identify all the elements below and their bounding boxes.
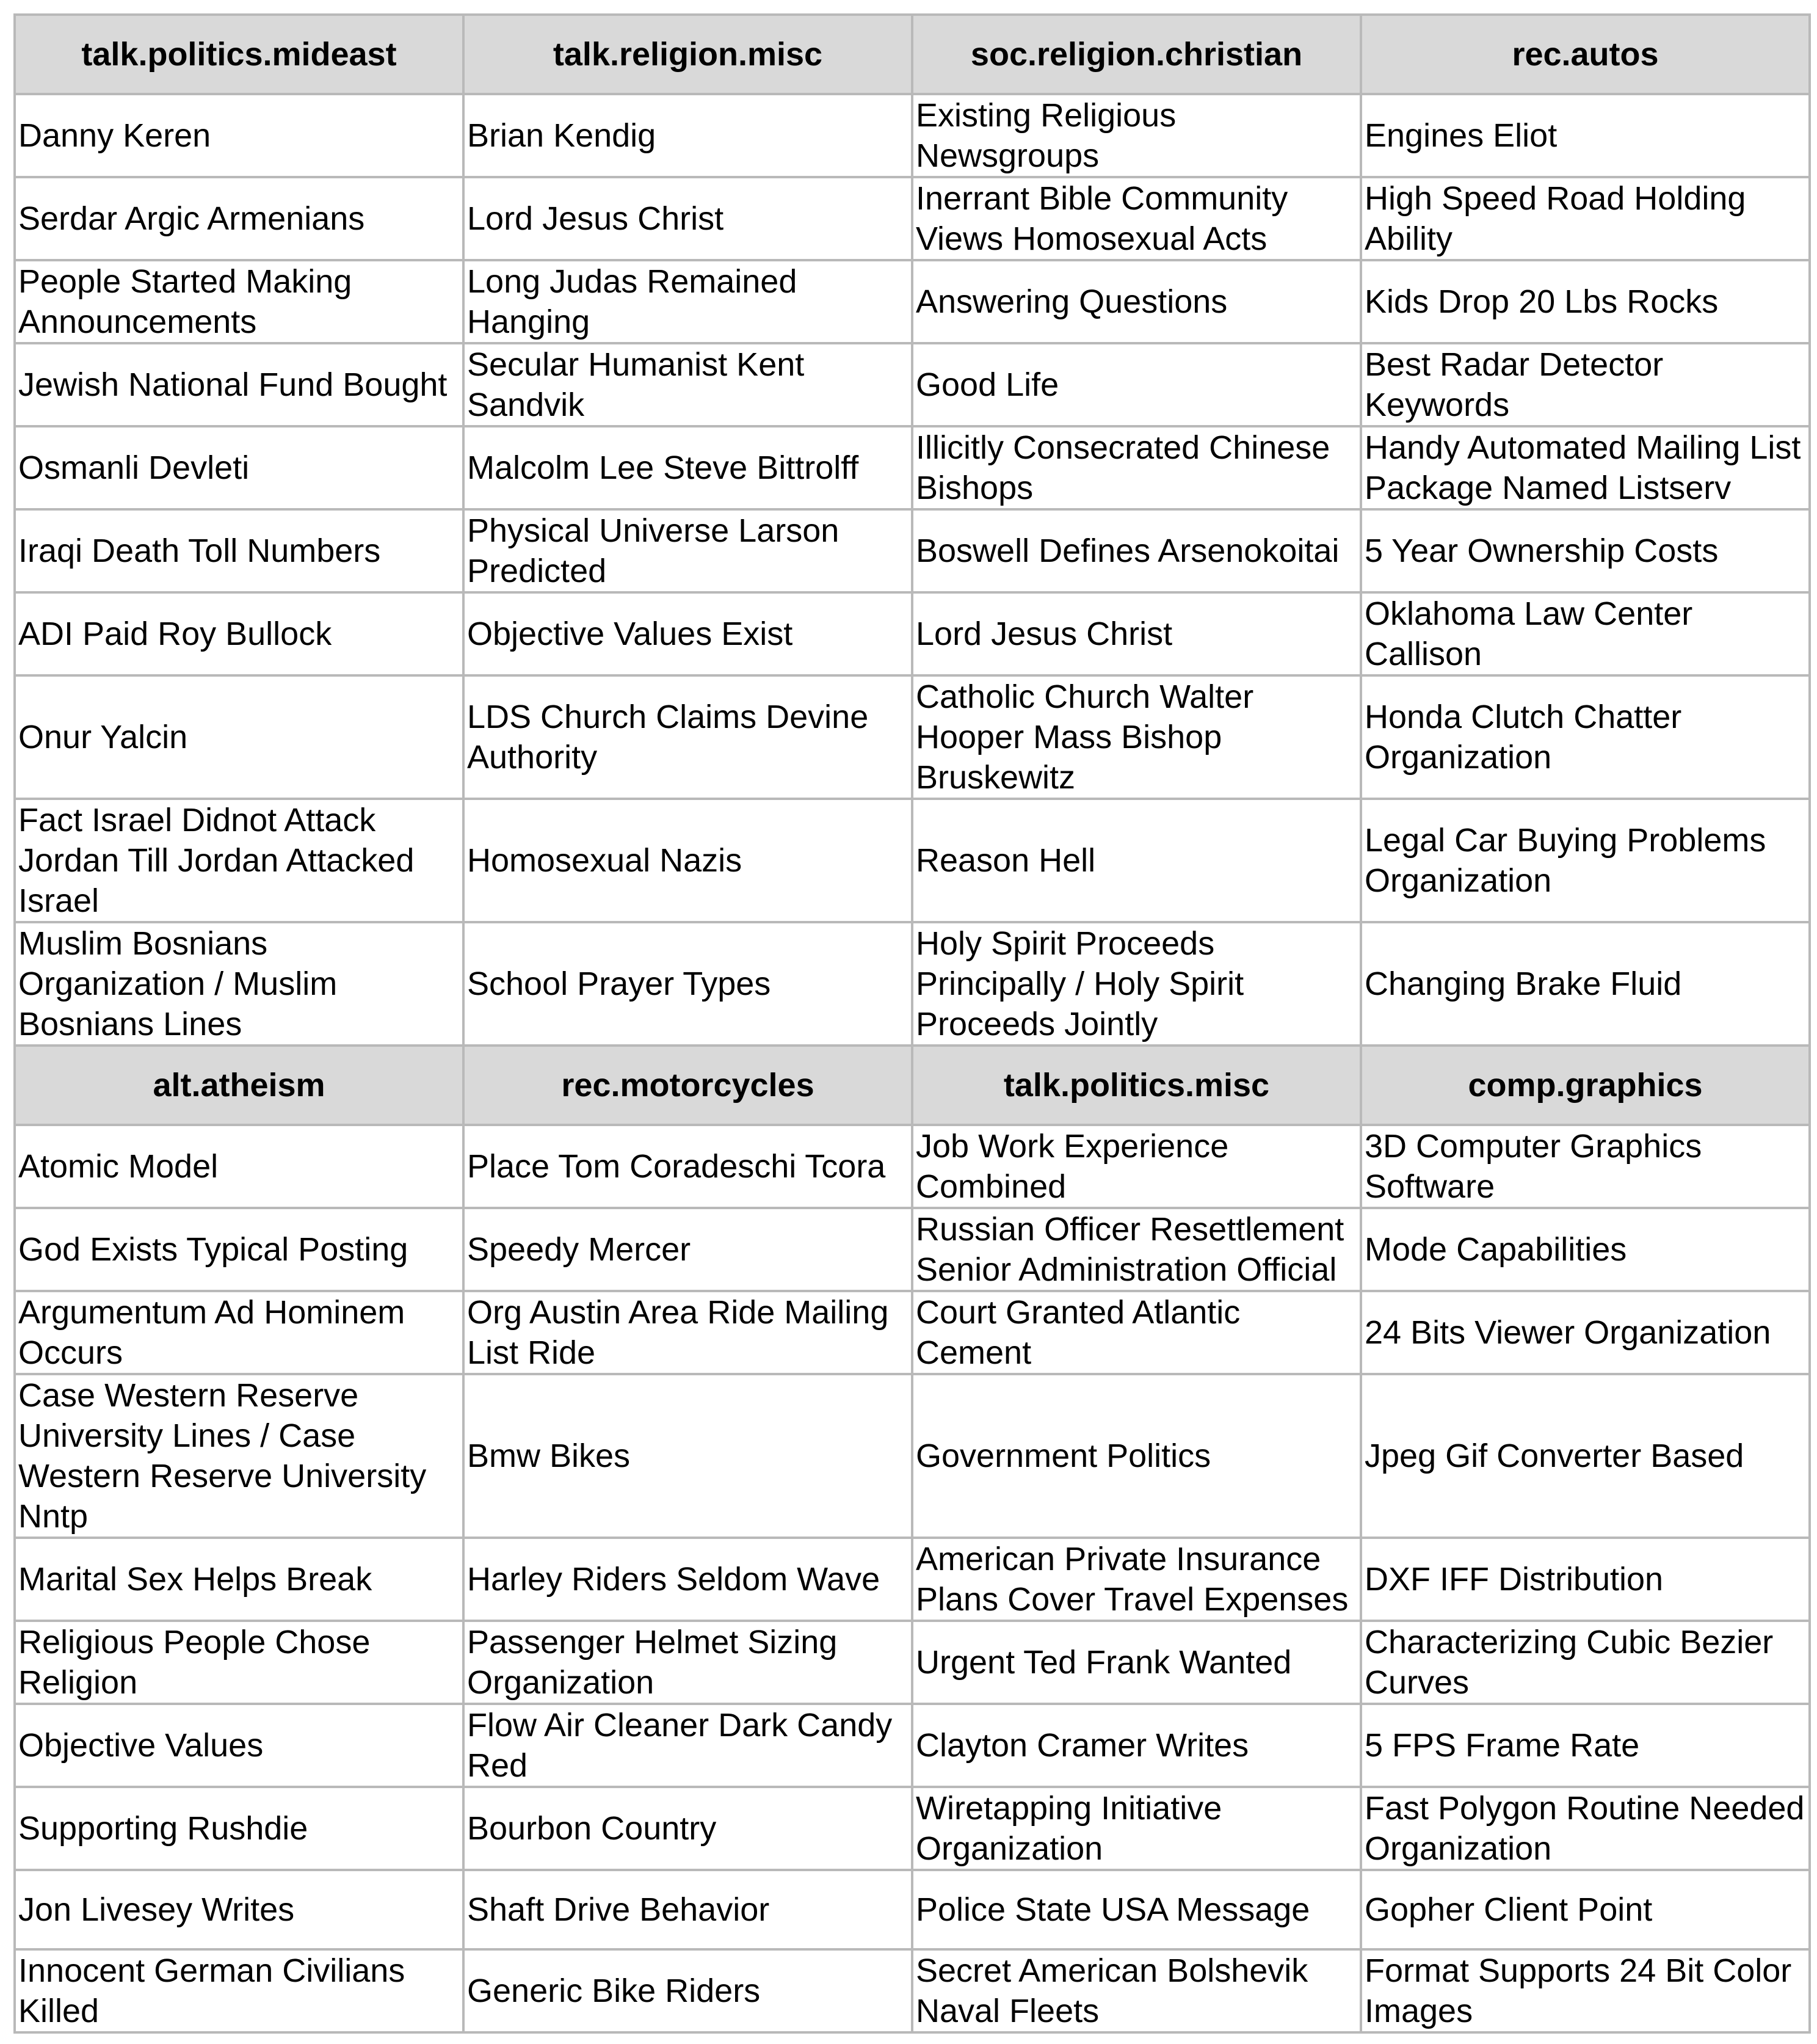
- table-cell: LDS Church Claims Devine Authority: [463, 675, 912, 799]
- table-cell: Government Politics: [912, 1374, 1361, 1538]
- table-row: [15, 94, 1810, 177]
- table-cell: Fast Polygon Routine Needed Organization: [1361, 1787, 1810, 1870]
- table-cell: Iraqi Death Toll Numbers: [15, 509, 463, 592]
- table-cell: Handy Automated Mailing List Package Named Listserv: [1361, 426, 1810, 509]
- column-header: talk.politics.mideast: [15, 15, 463, 94]
- table-cell: Best Radar Detector Keywords: [1361, 343, 1810, 426]
- table-cell: Secular Humanist Kent Sandvik: [463, 343, 912, 426]
- table-cell: Serdar Argic Armenians: [15, 177, 463, 260]
- table-cell: Police State USA Message: [912, 1870, 1361, 1949]
- table-cell: 5 Year Ownership Costs: [1361, 509, 1810, 592]
- column-header: talk.religion.misc: [463, 15, 912, 94]
- table-cell: Bourbon Country: [463, 1787, 912, 1870]
- table-cell: Innocent German Civilians Killed: [15, 1949, 463, 2032]
- table-cell: Jpeg Gif Converter Based: [1361, 1374, 1810, 1538]
- table-cell: People Started Making Announcements: [15, 260, 463, 343]
- table-cell: Characterizing Cubic Bezier Curves: [1361, 1621, 1810, 1704]
- column-header: comp.graphics: [1361, 1046, 1810, 1125]
- table-cell: Good Life: [912, 343, 1361, 426]
- table-cell: Clayton Cramer Writes: [912, 1704, 1361, 1787]
- table-cell: Russian Officer Resettlement Senior Administration Official: [912, 1208, 1361, 1291]
- column-header: soc.religion.christian: [912, 15, 1361, 94]
- table-cell: Honda Clutch Chatter Organization: [1361, 675, 1810, 799]
- table-cell: Supporting Rushdie: [15, 1787, 463, 1870]
- table-cell: Existing Religious Newsgroups: [912, 94, 1361, 177]
- table-cell: Job Work Experience Combined: [912, 1125, 1361, 1208]
- table-cell: Wiretapping Initiative Organization: [912, 1787, 1361, 1870]
- table-cell: 5 FPS Frame Rate: [1361, 1704, 1810, 1787]
- table-row: [15, 1787, 1810, 1870]
- table-cell: Long Judas Remained Hanging: [463, 260, 912, 343]
- table-row: [15, 426, 1810, 509]
- table-cell: 24 Bits Viewer Organization: [1361, 1291, 1810, 1374]
- table-row: [15, 675, 1810, 799]
- table-cell: Objective Values Exist: [463, 592, 912, 675]
- table-row: [15, 1621, 1810, 1704]
- table-cell: Court Granted Atlantic Cement: [912, 1291, 1361, 1374]
- table-cell: High Speed Road Holding Ability: [1361, 177, 1810, 260]
- table-cell: Jon Livesey Writes: [15, 1870, 463, 1949]
- table-row: [15, 1704, 1810, 1787]
- table-cell: Physical Universe Larson Predicted: [463, 509, 912, 592]
- column-header: rec.autos: [1361, 15, 1810, 94]
- table-cell: Osmanli Devleti: [15, 426, 463, 509]
- table-row: [15, 343, 1810, 426]
- table-cell: Religious People Chose Religion: [15, 1621, 463, 1704]
- table-cell: Lord Jesus Christ: [463, 177, 912, 260]
- table-cell: Homosexual Nazis: [463, 799, 912, 922]
- table-cell: Format Supports 24 Bit Color Images: [1361, 1949, 1810, 2032]
- table-row: [15, 1949, 1810, 2032]
- table-cell: Danny Keren: [15, 94, 463, 177]
- table-cell: Marital Sex Helps Break: [15, 1538, 463, 1621]
- table-cell: Urgent Ted Frank Wanted: [912, 1621, 1361, 1704]
- table-cell: Objective Values: [15, 1704, 463, 1787]
- table-cell: Harley Riders Seldom Wave: [463, 1538, 912, 1621]
- table-cell: Generic Bike Riders: [463, 1949, 912, 2032]
- column-header: alt.atheism: [15, 1046, 463, 1125]
- table-cell: Jewish National Fund Bought: [15, 343, 463, 426]
- table-cell: Answering Questions: [912, 260, 1361, 343]
- table-cell: Lord Jesus Christ: [912, 592, 1361, 675]
- table-cell: God Exists Typical Posting: [15, 1208, 463, 1291]
- table-cell: Bmw Bikes: [463, 1374, 912, 1538]
- table-row: [15, 1538, 1810, 1621]
- topics-table: [13, 13, 1811, 2034]
- table-cell: 3D Computer Graphics Software: [1361, 1125, 1810, 1208]
- table-cell: Illicitly Consecrated Chinese Bishops: [912, 426, 1361, 509]
- table-row: [15, 1870, 1810, 1949]
- table-cell: Place Tom Coradeschi Tcora: [463, 1125, 912, 1208]
- table-cell: Gopher Client Point: [1361, 1870, 1810, 1949]
- table-cell: American Private Insurance Plans Cover Travel Expenses: [912, 1538, 1361, 1621]
- table-row: [15, 592, 1810, 675]
- table-cell: Case Western Reserve University Lines / Case Western Reserve University Nntp: [15, 1374, 463, 1538]
- table-row: [15, 1125, 1810, 1208]
- table-cell: Shaft Drive Behavior: [463, 1870, 912, 1949]
- table-cell: Passenger Helmet Sizing Organization: [463, 1621, 912, 1704]
- table-cell: Engines Eliot: [1361, 94, 1810, 177]
- column-header: talk.politics.misc: [912, 1046, 1361, 1125]
- table-cell: Org Austin Area Ride Mailing List Ride: [463, 1291, 912, 1374]
- table-cell: Catholic Church Walter Hooper Mass Bishop Bruskewitz: [912, 675, 1361, 799]
- table-cell: DXF IFF Distribution: [1361, 1538, 1810, 1621]
- table-cell: Boswell Defines Arsenokoitai: [912, 509, 1361, 592]
- header-row: [15, 1046, 1810, 1125]
- table-cell: Reason Hell: [912, 799, 1361, 922]
- table-cell: Inerrant Bible Community Views Homosexual Acts: [912, 177, 1361, 260]
- table-cell: Fact Israel Didnot Attack Jordan Till Jordan Attacked Israel: [15, 799, 463, 922]
- table-row: [15, 509, 1810, 592]
- header-row: [15, 15, 1810, 94]
- table-cell: Onur Yalcin: [15, 675, 463, 799]
- table-cell: Atomic Model: [15, 1125, 463, 1208]
- table-row: [15, 922, 1810, 1046]
- table-cell: School Prayer Types: [463, 922, 912, 1046]
- table-cell: Flow Air Cleaner Dark Candy Red: [463, 1704, 912, 1787]
- table-cell: Legal Car Buying Problems Organization: [1361, 799, 1810, 922]
- table-row: [15, 177, 1810, 260]
- table-row: [15, 1208, 1810, 1291]
- table-cell: Kids Drop 20 Lbs Rocks: [1361, 260, 1810, 343]
- table-cell: Brian Kendig: [463, 94, 912, 177]
- table-cell: Malcolm Lee Steve Bittrolff: [463, 426, 912, 509]
- table-cell: Speedy Mercer: [463, 1208, 912, 1291]
- table-cell: Muslim Bosnians Organization / Muslim Bosnians Lines: [15, 922, 463, 1046]
- table-cell: Mode Capabilities: [1361, 1208, 1810, 1291]
- column-header: rec.motorcycles: [463, 1046, 912, 1125]
- table-row: [15, 260, 1810, 343]
- table-cell: Argumentum Ad Hominem Occurs: [15, 1291, 463, 1374]
- table-cell: Holy Spirit Proceeds Principally / Holy Spirit Proceeds Jointly: [912, 922, 1361, 1046]
- table-cell: Oklahoma Law Center Callison: [1361, 592, 1810, 675]
- table-row: [15, 799, 1810, 922]
- table-row: [15, 1374, 1810, 1538]
- table-cell: Secret American Bolshevik Naval Fleets: [912, 1949, 1361, 2032]
- table-cell: Changing Brake Fluid: [1361, 922, 1810, 1046]
- table-row: [15, 1291, 1810, 1374]
- table-cell: ADI Paid Roy Bullock: [15, 592, 463, 675]
